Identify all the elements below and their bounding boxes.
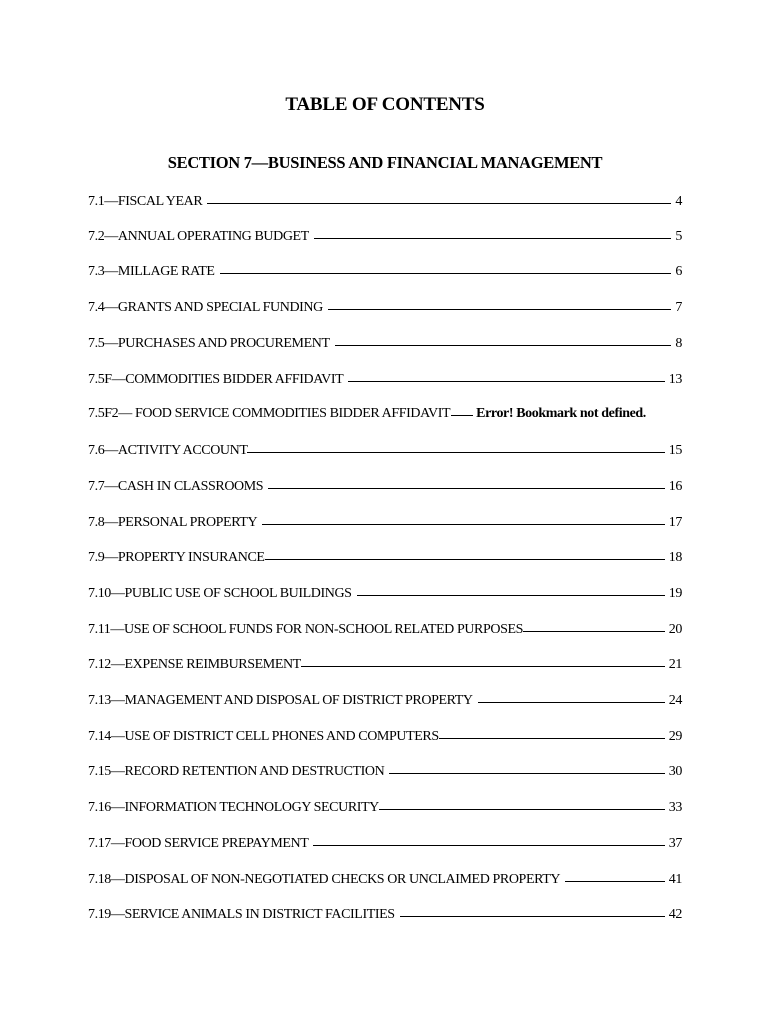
toc-entry-title: 7.7—CASH IN CLASSROOMS (88, 479, 264, 494)
toc-entry[interactable] (88, 300, 682, 320)
toc-entry-page: 16 (668, 479, 682, 494)
toc-leader-line (301, 666, 665, 667)
toc-entry-title: 7.5—PURCHASES AND PROCUREMENT (88, 336, 330, 351)
toc-leader-line (314, 238, 672, 239)
toc-entry-title: 7.18—DISPOSAL OF NON-NEGOTIATED CHECKS OR UNCLAIMED PROPERTY (88, 872, 561, 887)
toc-entry-title: 7.12—EXPENSE REIMBURSEMENT (88, 657, 301, 672)
toc-leader-line (207, 203, 671, 204)
toc-entry-title: 7.4—GRANTS AND SPECIAL FUNDING (88, 300, 323, 315)
toc-entry-title: 7.9—PROPERTY INSURANCE (88, 550, 265, 565)
toc-entry[interactable] (88, 657, 682, 677)
toc-entry-title: 7.5F2— FOOD SERVICE COMMODITIES BIDDER AFFIDAVIT (88, 406, 451, 421)
toc-entry-title: 7.11—USE OF SCHOOL FUNDS FOR NON-SCHOOL RELATED PURPOSES (88, 622, 523, 637)
toc-entry-title: 7.2—ANNUAL OPERATING BUDGET (88, 229, 309, 244)
toc-entry-page: 8 (675, 336, 682, 351)
toc-entry[interactable] (88, 336, 682, 356)
toc-leader-line (262, 524, 665, 525)
toc-entry[interactable] (88, 800, 682, 820)
toc-entry[interactable] (88, 550, 682, 570)
toc-leader-line (400, 916, 665, 917)
toc-leader-line (335, 345, 672, 346)
toc-entry-title: 7.8—PERSONAL PROPERTY (88, 515, 258, 530)
toc-entry-title: 7.3—MILLAGE RATE (88, 264, 215, 279)
toc-entry[interactable] (88, 693, 682, 713)
toc-entry-page: 17 (668, 515, 682, 530)
toc-entry-page: 33 (668, 800, 682, 815)
toc-entry[interactable] (88, 907, 682, 927)
toc-entry[interactable] (88, 622, 682, 642)
toc-entry-page: 15 (668, 443, 682, 458)
toc-entry-page: 24 (668, 693, 682, 708)
toc-entry[interactable] (88, 872, 682, 892)
toc-entry[interactable] (88, 729, 682, 749)
toc-leader-line (478, 702, 665, 703)
toc-entry-title: 7.14—USE OF DISTRICT CELL PHONES AND COMPUTERS (88, 729, 439, 744)
toc-entry-page: 7 (675, 300, 682, 315)
toc-leader-line (523, 631, 665, 632)
toc-leader-line (348, 381, 665, 382)
toc-entry[interactable] (88, 836, 682, 856)
toc-entry[interactable] (88, 443, 682, 463)
toc-entry-title: 7.17—FOOD SERVICE PREPAYMENT (88, 836, 309, 851)
toc-leader-line (313, 845, 664, 846)
toc-entry[interactable] (88, 229, 682, 249)
toc-entry-page: 41 (668, 872, 682, 887)
toc-entry-page: 42 (668, 907, 682, 922)
toc-entry-page: 18 (668, 550, 682, 565)
toc-leader-line (268, 488, 665, 489)
toc-entry-title: 7.15—RECORD RETENTION AND DESTRUCTION (88, 764, 385, 779)
document-title: TABLE OF CONTENTS (285, 94, 485, 115)
toc-entry[interactable] (88, 372, 682, 392)
toc-leader-line (265, 559, 665, 560)
toc-entry-page-error: Error! Bookmark not defined. (476, 406, 646, 421)
toc-leader-line (357, 595, 665, 596)
toc-entry-title: 7.19—SERVICE ANIMALS IN DISTRICT FACILITIES (88, 907, 395, 922)
toc-entry-page: 29 (668, 729, 682, 744)
section-heading: SECTION 7—BUSINESS AND FINANCIAL MANAGEMENT (167, 153, 603, 172)
toc-entry[interactable] (88, 479, 682, 499)
toc-leader-line (379, 809, 665, 810)
toc-entry[interactable] (88, 194, 682, 214)
toc-leader-line (220, 273, 672, 274)
toc-entry-page: 19 (668, 586, 682, 601)
toc-entry[interactable] (88, 515, 682, 535)
toc-entry[interactable] (88, 586, 682, 606)
toc-leader-line (389, 773, 664, 774)
toc-entry-page: 30 (668, 764, 682, 779)
toc-entry-title: 7.10—PUBLIC USE OF SCHOOL BUILDINGS (88, 586, 352, 601)
toc-entry-page: 20 (668, 622, 682, 637)
toc-entry-title: 7.16—INFORMATION TECHNOLOGY SECURITY (88, 800, 379, 815)
toc-entry-page: 6 (675, 264, 682, 279)
toc-leader-line (328, 309, 672, 310)
toc-entry-title: 7.6—ACTIVITY ACCOUNT (88, 443, 248, 458)
toc-entry[interactable] (88, 764, 682, 784)
toc-entry-page: 5 (675, 229, 682, 244)
toc-entry-page: 4 (675, 194, 682, 209)
toc-leader-line (439, 738, 665, 739)
toc-leader-line (451, 415, 473, 416)
toc-entry-page: 13 (668, 372, 682, 387)
toc-entry-page: 37 (668, 836, 682, 851)
toc-entry-title: 7.5F—COMMODITIES BIDDER AFFIDAVIT (88, 372, 344, 387)
toc-leader-line (565, 881, 665, 882)
toc-entry-page: 21 (668, 657, 682, 672)
toc-leader-line (247, 452, 664, 453)
toc-entry[interactable] (88, 406, 688, 426)
toc-entry-title: 7.1—FISCAL YEAR (88, 194, 203, 209)
toc-entry[interactable] (88, 264, 682, 284)
toc-entry-title: 7.13—MANAGEMENT AND DISPOSAL OF DISTRICT PROPERTY (88, 693, 473, 708)
